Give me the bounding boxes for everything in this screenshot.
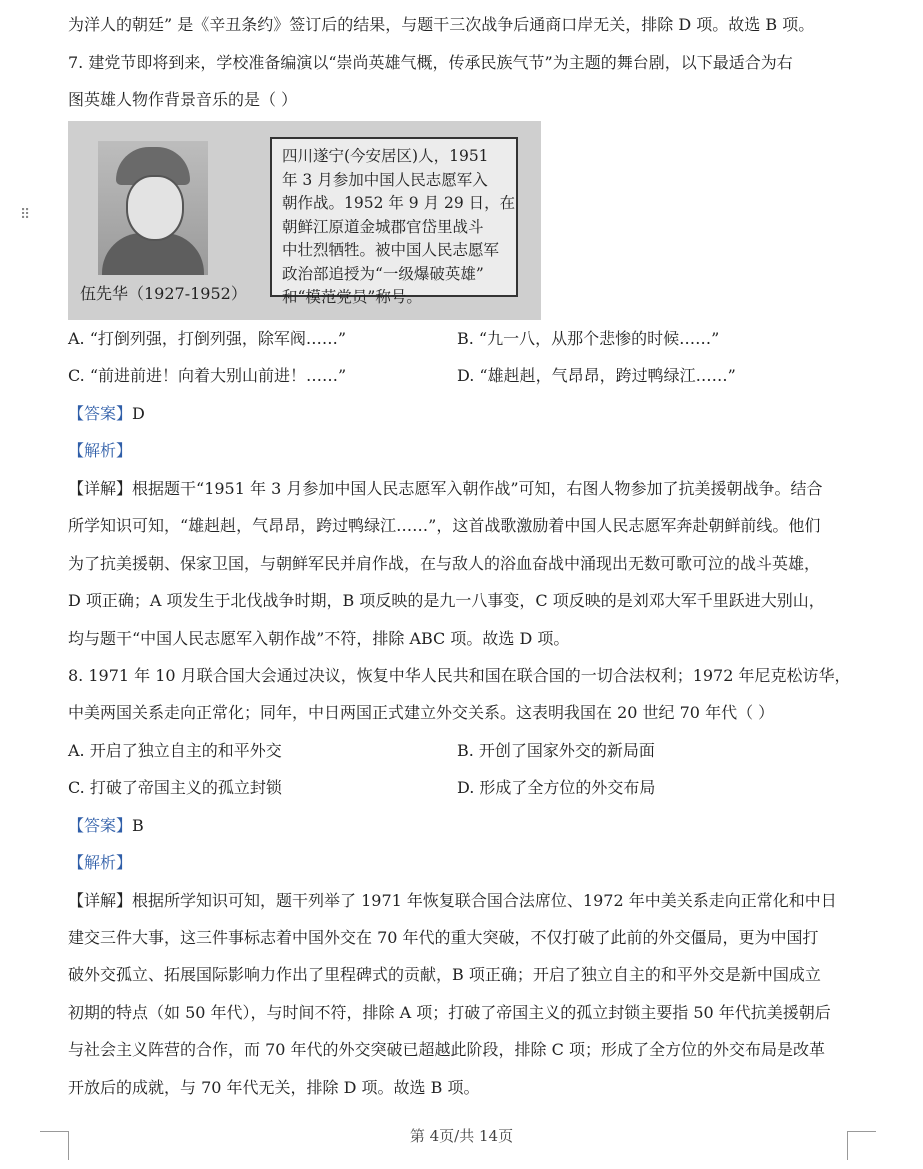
hero-bio-box <box>270 137 518 306</box>
q8-detail-line: 破外交孤立、拓展国际影响力作出了里程碑式的贡献，B 项正确；开启了独立自主的和平外交是新中国成立 <box>68 965 821 984</box>
text-line: 为洋人的朝廷” 是《辛丑条约》签订后的结果，与题干三次战争后通商口岸无关，排除 D 项。故选 B 项。 <box>68 15 815 34</box>
question-7-stem: 7. 建党节即将到来，学校准备编演以“崇尚英雄气概，传承民族气节”为主题的舞台剧，以下最适合为右 <box>68 53 793 72</box>
q8-option-a: A. 开启了独立自主的和平外交 <box>68 741 282 760</box>
bio-line: 年 3 月参加中国人民志愿军入 <box>282 170 488 189</box>
q7-detail-line: D 项正确；A 项发生于北伐战争时期，B 项反映的是九一八事变，C 项反映的是刘邓大军千里跃进大别山， <box>68 591 825 610</box>
answer-tag: 【答案】 <box>68 816 133 835</box>
analysis-tag: 【解析】 <box>68 853 133 872</box>
q7-detail-line: 为了抗美援朝、保家卫国，与朝鲜军民并肩作战，在与敌人的浴血奋战中涌现出无数可歌可泣的战斗英雄， <box>68 554 821 573</box>
bio-line: 和“模范党员”称号。 <box>282 288 422 306</box>
q7-detail-line: 均与题干“中国人民志愿军入朝作战”不符，排除 ABC 项。故选 D 项。 <box>68 629 570 648</box>
q7-option-d: D. “雄赳赳，气昂昂，跨过鸭绿江……” <box>457 366 736 385</box>
q8-option-b: B. 开创了国家外交的新局面 <box>457 741 655 760</box>
hero-figure <box>68 121 541 320</box>
detail-text: 根据所学知识可知，题干列举了 1971 年恢复联合国合法席位、1972 年中美关系走向正常化和中日 <box>132 891 837 910</box>
q8-analysis-tag <box>68 852 132 874</box>
q8-option-c: C. 打破了帝国主义的孤立封锁 <box>68 778 282 797</box>
answer-value: B <box>132 816 144 835</box>
question-8-stem-cont: 中美两国关系走向正常化；同年，中日两国正式建立外交关系。这表明我国在 20 世纪 70 年代（ ） <box>68 703 775 722</box>
q8-detail-line: 初期的特点（如 50 年代），与时间不符，排除 A 项；打破了帝国主义的孤立封锁主要指 50 年代抗美援朝后 <box>68 1003 831 1022</box>
q7-answer <box>68 403 145 425</box>
q7-option-c: C. “前进前进！向着大别山前进！……” <box>68 366 347 385</box>
detail-text: 根据题干“1951 年 3 月参加中国人民志愿军入朝作战”可知，右图人物参加了抗美援朝战争。结合 <box>132 479 823 498</box>
answer-tag: 【答案】 <box>68 404 133 423</box>
q8-option-d: D. 形成了全方位的外交布局 <box>457 778 656 797</box>
bio-line: 政治部追授为“一级爆破英雄” <box>282 264 484 283</box>
hero-portrait-image <box>98 141 208 275</box>
drag-handle-icon[interactable]: ⠿ <box>20 207 31 223</box>
answer-value: D <box>132 404 145 423</box>
bio-line: 朝作战。1952 年 9 月 29 日，在 <box>282 194 516 212</box>
hero-caption: 伍先华（1927-1952） <box>80 284 247 303</box>
bio-line: 四川遂宁(今安居区)人，1951 <box>282 147 489 165</box>
q8-detail-line: 建交三件大事，这三件事标志着中国外交在 70 年代的重大突破，不仅打破了此前的外交僵局，更为中国打 <box>68 928 819 947</box>
detail-tag: 【详解】 <box>68 479 133 498</box>
q8-detail-line: 与社会主义阵营的合作，而 70 年代的外交突破已超越此阶段，排除 C 项；形成了全方位的外交布局是改革 <box>68 1040 825 1059</box>
q7-option-b: B. “九一八，从那个悲惨的时候……” <box>457 329 720 348</box>
q7-detail <box>68 478 823 500</box>
question-8-stem: 8. 1971 年 10 月联合国大会通过决议，恢复中华人民共和国在联合国的一切合法权利；1972 年尼克松访华， <box>68 666 851 685</box>
question-7-stem-cont: 图英雄人物作背景音乐的是（ ） <box>68 90 298 109</box>
bio-line: 朝鲜江原道金城郡官岱里战斗 <box>282 217 484 236</box>
analysis-tag: 【解析】 <box>68 441 133 460</box>
page-footer: 第 4页/共 14页 <box>409 1127 514 1145</box>
q8-detail <box>68 890 837 912</box>
q7-option-a: A. “打倒列强，打倒列强，除军阀……” <box>68 329 347 348</box>
q8-detail-line: 开放后的成就，与 70 年代无关，排除 D 项。故选 B 项。 <box>68 1078 480 1097</box>
q7-detail-line: 所学知识可知，“雄赳赳，气昂昂，跨过鸭绿江……”，这首战歌激励着中国人民志愿军奔赴朝鲜前线。他们 <box>68 516 821 535</box>
detail-tag: 【详解】 <box>68 891 133 910</box>
q8-answer <box>68 815 144 837</box>
q7-analysis-tag <box>68 440 132 462</box>
bio-line: 中壮烈牺牲。被中国人民志愿军 <box>282 241 500 259</box>
